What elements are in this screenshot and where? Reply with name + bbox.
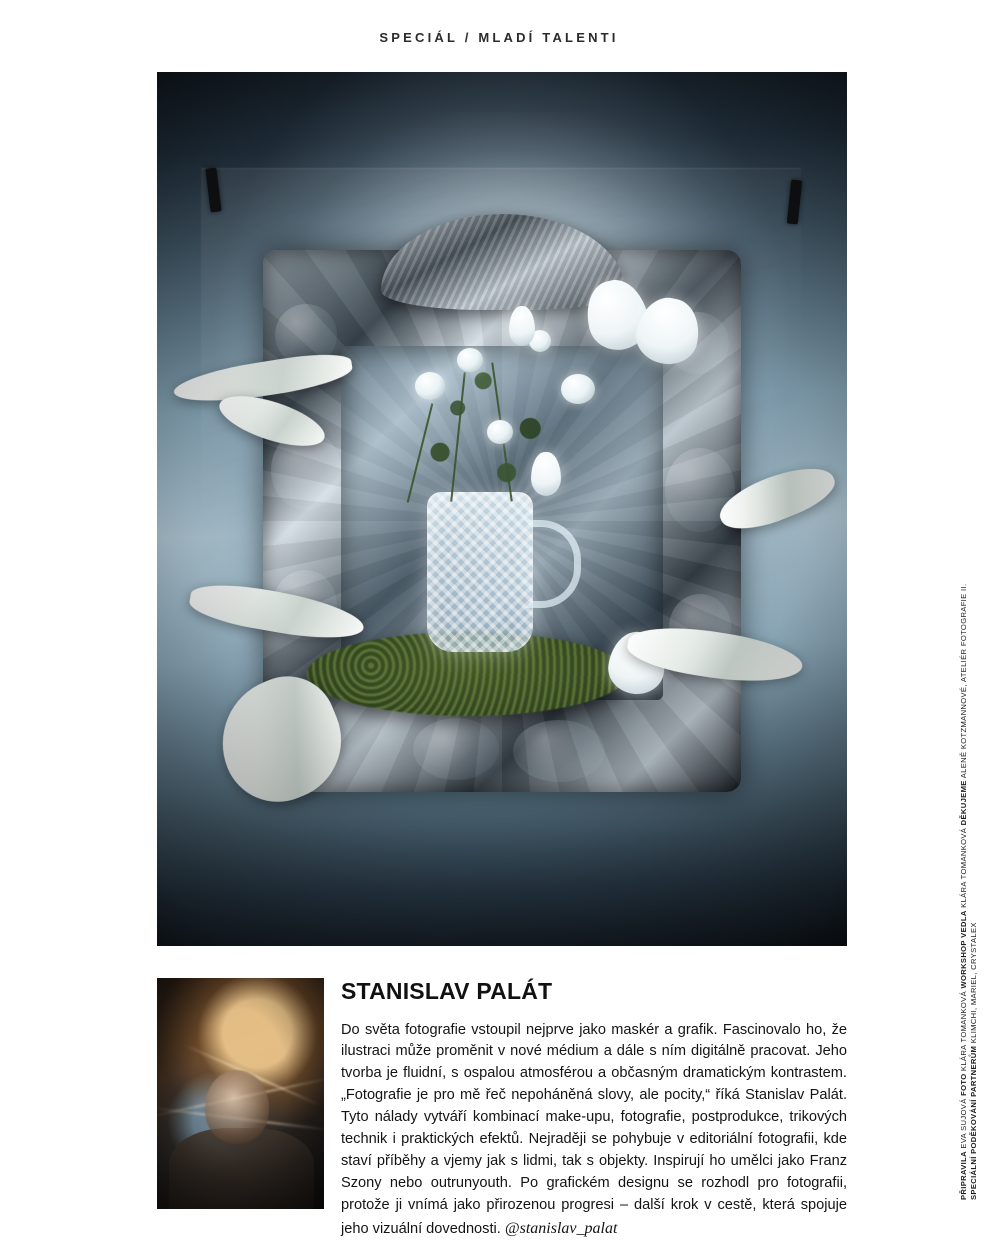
artist-portrait bbox=[157, 978, 324, 1209]
white-rose bbox=[487, 420, 513, 444]
page-title: STANISLAV PALÁT bbox=[341, 978, 553, 1004]
portrait-vignette bbox=[157, 978, 324, 1209]
credits-label-prepared-by: PŘIPRAVILA bbox=[959, 1151, 968, 1200]
article-body-text: Do světa fotografie vstoupil nejprve jako maskér a grafik. Fascinovalo ho, že ilustraci může proměnit v nové médium a dále s ním digitálně pracovat. Jeho tvorba je fluidní, s ospalou atmosférou a občasným dramatickým kontrastem. „Fotografie je pro mě řeč nepoháněná slovy, ale pocity,“ říká Stanislav Palát. Tyto nálady vytváří kombinací make-upu, fotografie, postprodukce, trikových technik i praktických efektů. Nejraději se pohybuje v editoriální fotografii, kde staví příběhy a vjemy jak s lidmi, tak s objekty. Inspirují ho umělci jako Franz Szony nebo outrunyouth. Po grafickém designu se rozhodl pro fotografii, protože ji vnímá jako přirozenou progresi – další krok v cestě, která spojuje jeho vizuální dovednosti. bbox=[341, 1021, 847, 1237]
credits-value-workshop: KLÁRA TOMANKOVÁ bbox=[959, 827, 968, 908]
frame-ornament bbox=[513, 720, 605, 782]
instagram-handle[interactable]: @stanislav_palat bbox=[504, 1219, 618, 1237]
credits-label-partners: SPECIÁLNÍ PODĚKOVÁNÍ PARTNERŮM bbox=[969, 1045, 978, 1200]
white-rose bbox=[561, 374, 595, 404]
credits-value-thanks: ALENĚ KOTZMANNOVÉ, ATELIÉR FOTOGRAFIE II. bbox=[959, 583, 968, 779]
hero-photograph bbox=[157, 72, 847, 946]
credits-line-1 bbox=[959, 584, 968, 1200]
credits-label-thanks: DĚKUJEME bbox=[959, 780, 968, 826]
credits-line-2 bbox=[969, 922, 978, 1200]
credits-label-photo: FOTO bbox=[959, 1073, 968, 1096]
article-block bbox=[341, 978, 847, 1255]
white-rose bbox=[415, 372, 445, 400]
white-rose bbox=[457, 348, 483, 372]
credits-value-photo: KLÁRA TOMANKOVÁ bbox=[959, 990, 968, 1072]
campanula-bell bbox=[531, 452, 561, 496]
frame-ornament bbox=[413, 718, 499, 780]
campanula-bell bbox=[509, 306, 535, 346]
page-kicker: SPECIÁL / MLADÍ TALENTI bbox=[379, 30, 619, 45]
article-body bbox=[341, 1020, 847, 1241]
crystal-pitcher bbox=[427, 492, 533, 652]
credits-value-partners: KLIMCHI, MARIEL, CRYSTALEX bbox=[969, 922, 978, 1044]
credits-value-prepared-by: EVA SUJOVÁ bbox=[959, 1098, 968, 1149]
credits-block bbox=[956, 583, 982, 1200]
credits-label-workshop: WORKSHOP VEDLA bbox=[959, 910, 968, 989]
